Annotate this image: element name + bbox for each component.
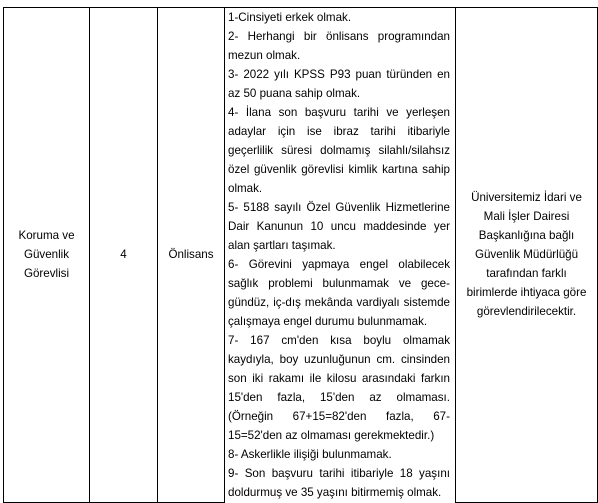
count-cell xyxy=(90,8,158,503)
requirement-item: 1-Cinsiyeti erkek olmak. xyxy=(228,11,352,24)
position-table xyxy=(3,7,598,503)
requirement-item: 9- Son başvuru tarihi itibariyle 18 yaşını doldurmuş ve 35 yaşını bitirmemiş olmak. xyxy=(228,467,450,499)
requirement-item: 4- İlana son başvuru tarihi ve yerleşen adaylar için ise ibraz tarihi itibariyle geçerlilik süresi dolmamış silahlı/silahsız özel güvenlik görevlisi kimlik kartına sahip olmak. xyxy=(228,106,450,195)
requirement-item: 6- Görevini yapmaya engel olabilecek sağlık problemi bulunmamak ve gece-gündüz, iç-dış mekânda vardiyalı sistemde çalışmaya engel durumu bulunmamak. xyxy=(228,258,450,328)
requirement-item: 7- 167 cm'den kısa boylu olmamak kaydıyla, boy uzunluğunun cm. cinsinden son iki rakamı ile kilosu arasındaki farkın 15'den fazla, 15'den az olmaması. (Örneğin 67+15=82'den fazla, 67-15=52'den az olmaması gerekmektedir.) xyxy=(228,334,450,442)
requirements-cell xyxy=(225,8,456,503)
position-cell xyxy=(4,8,90,503)
assignment-notes: Üniversitemiz İdari ve Mali İşler Dairesi Başkanlığına bağlı Güvenlik Müdürlüğü tarafından farklı birimlerde ihtiyaca göre görevlendirilecektir. xyxy=(466,191,587,319)
position-count: 4 xyxy=(120,248,127,262)
requirement-item: 2- Herhangi bir önlisans programından mezun olmak. xyxy=(228,30,450,62)
requirement-item: 3- 2022 yılı KPSS P93 puan türünden en az 50 puana sahip olmak. xyxy=(228,68,450,100)
requirement-item: 8- Askerlikle ilişiği bulunmamak. xyxy=(228,448,392,461)
table-row xyxy=(4,8,598,503)
education-cell xyxy=(158,8,225,503)
requirement-item: 5- 5188 sayılı Özel Güvenlik Hizmetlerine Dair Kanunun 10 uncu maddesinde yer alan şartları taşımak. xyxy=(228,201,450,252)
notes-cell xyxy=(456,8,598,503)
education-level: Önlisans xyxy=(168,248,214,262)
position-name: Koruma ve Güvenlik Görevlisi xyxy=(18,229,75,281)
